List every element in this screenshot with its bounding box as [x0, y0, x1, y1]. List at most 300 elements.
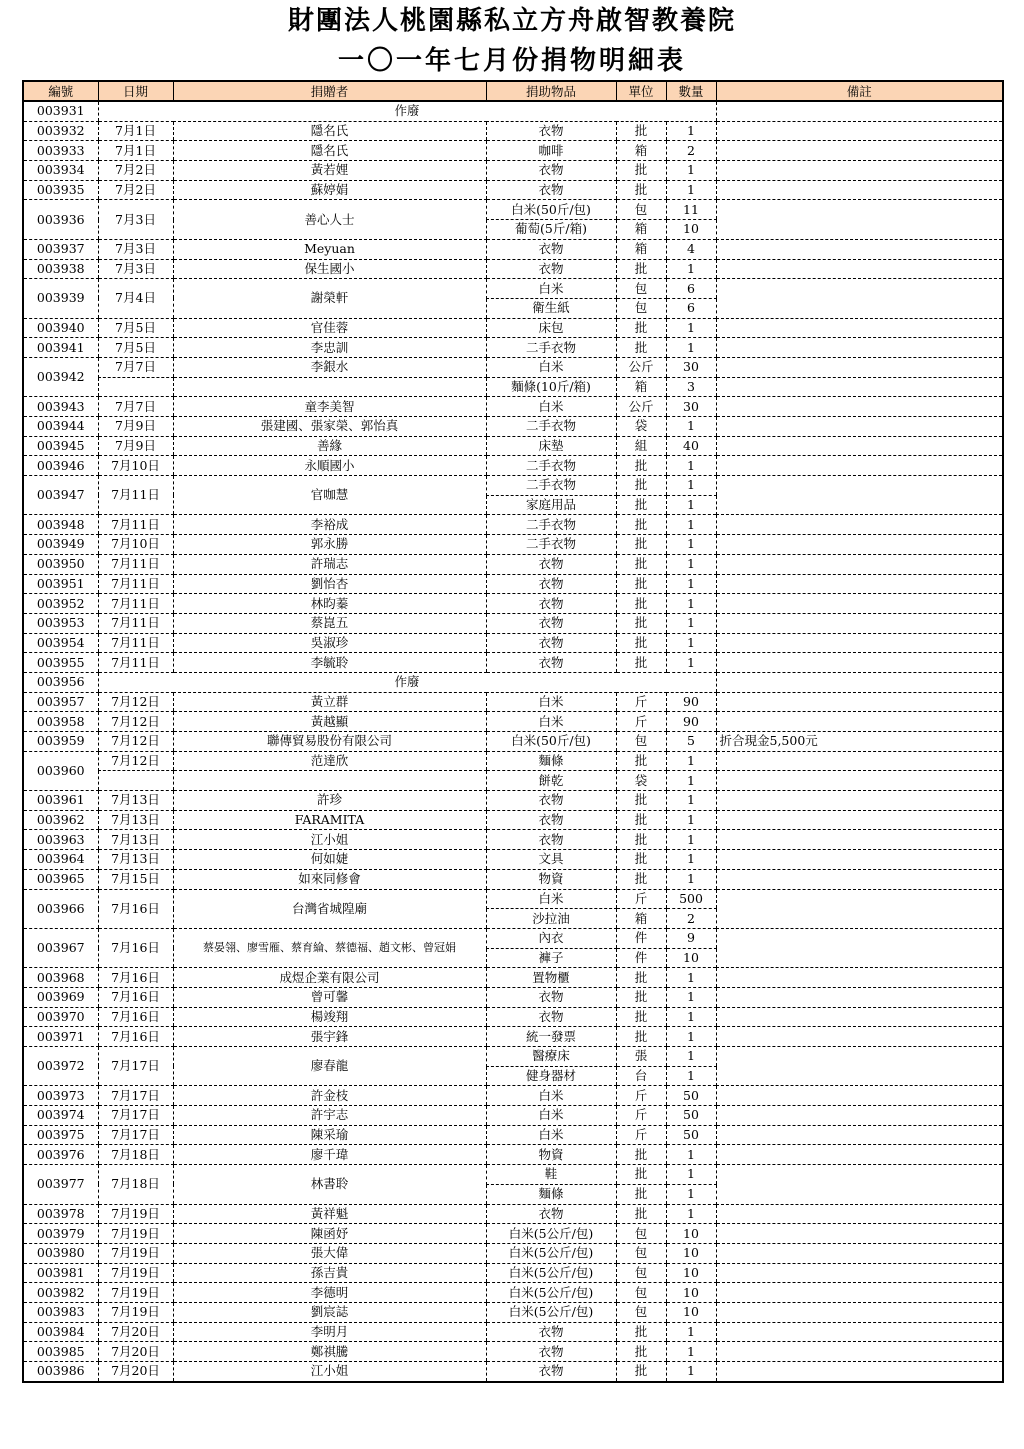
unit: 批: [616, 633, 666, 653]
table-row: [23, 1342, 1003, 1362]
donor: 江小姐: [173, 830, 486, 850]
donated-item: 葡萄(5斤/箱): [486, 220, 616, 240]
record-number: 003962: [23, 810, 98, 830]
quantity: 1: [666, 535, 716, 555]
quantity: 1: [666, 653, 716, 673]
header-quantity: 數量: [666, 81, 716, 101]
donor: 廖春龍: [173, 1047, 486, 1086]
donor: 陳采瑜: [173, 1125, 486, 1145]
table-row: [23, 987, 1003, 1007]
quantity: 50: [666, 1125, 716, 1145]
donor: 鄭祺騰: [173, 1342, 486, 1362]
date: 7月16日: [98, 987, 173, 1007]
donated-item: 文具: [486, 850, 616, 870]
note: [716, 594, 1003, 614]
donor: 隱名氏: [173, 121, 486, 141]
record-number: 003944: [23, 417, 98, 437]
table-row: [23, 1362, 1003, 1382]
unit: 箱: [616, 220, 666, 240]
donated-item: 二手衣物: [486, 456, 616, 476]
quantity: 1: [666, 574, 716, 594]
record-number: 003959: [23, 732, 98, 752]
unit: 批: [616, 810, 666, 830]
quantity: 10: [666, 1243, 716, 1263]
table-header-row: [23, 81, 1003, 101]
table-row: [23, 712, 1003, 732]
unit: 批: [616, 476, 666, 496]
quantity: 1: [666, 791, 716, 811]
donor: 官咖慧: [173, 476, 486, 515]
unit: 包: [616, 1224, 666, 1244]
table-row: [23, 200, 1003, 220]
donated-item: 醫療床: [486, 1047, 616, 1067]
donated-item: 白米(5公斤/包): [486, 1283, 616, 1303]
record-number: 003984: [23, 1322, 98, 1342]
date: 7月20日: [98, 1322, 173, 1342]
note: [716, 141, 1003, 161]
unit: 批: [616, 338, 666, 358]
donor: 江小姐: [173, 1362, 486, 1382]
donated-item: 衣物: [486, 161, 616, 181]
donated-item: 鞋: [486, 1165, 616, 1185]
quantity: 1: [666, 1204, 716, 1224]
quantity: 1: [666, 495, 716, 515]
unit: 批: [616, 574, 666, 594]
record-number: 003932: [23, 121, 98, 141]
donated-item: 餅乾: [486, 771, 616, 791]
donated-item: 衣物: [486, 180, 616, 200]
record-number: 003981: [23, 1263, 98, 1283]
donated-item: 置物櫃: [486, 968, 616, 988]
unit: 批: [616, 1027, 666, 1047]
quantity: 6: [666, 298, 716, 318]
unit: 台: [616, 1066, 666, 1086]
table-row: [23, 869, 1003, 889]
note: [716, 161, 1003, 181]
date: 7月2日: [98, 180, 173, 200]
donor: 隱名氏: [173, 141, 486, 161]
table-row: [23, 1047, 1003, 1067]
record-number: 003985: [23, 1342, 98, 1362]
donated-item: 白米: [486, 1106, 616, 1126]
note: [716, 357, 1003, 377]
unit: 批: [616, 456, 666, 476]
donated-item: 麵條: [486, 751, 616, 771]
quantity: 1: [666, 1184, 716, 1204]
donor: 林昀蓁: [173, 594, 486, 614]
note: [716, 869, 1003, 889]
table-row: [23, 1027, 1003, 1047]
quantity: 1: [666, 751, 716, 771]
unit: 批: [616, 161, 666, 181]
date: 7月7日: [98, 397, 173, 417]
note: [716, 653, 1003, 673]
note: [716, 476, 1003, 515]
header-number: 編號: [23, 81, 98, 101]
table-row: [23, 239, 1003, 259]
donated-item: 衛生紙: [486, 298, 616, 318]
date: 7月12日: [98, 692, 173, 712]
table-row: [23, 574, 1003, 594]
record-number: 003975: [23, 1125, 98, 1145]
date: 7月16日: [98, 928, 173, 967]
donated-item: 白米(5公斤/包): [486, 1243, 616, 1263]
unit: 斤: [616, 1125, 666, 1145]
table-row: [23, 1302, 1003, 1322]
unit: 批: [616, 1204, 666, 1224]
date: 7月17日: [98, 1125, 173, 1145]
note: [716, 1362, 1003, 1382]
donated-item: 床墊: [486, 436, 616, 456]
quantity: 1: [666, 1165, 716, 1185]
quantity: 1: [666, 417, 716, 437]
table-row: [23, 1322, 1003, 1342]
note: [716, 574, 1003, 594]
date: 7月13日: [98, 810, 173, 830]
date: 7月11日: [98, 554, 173, 574]
unit: 批: [616, 1165, 666, 1185]
date: [98, 377, 173, 397]
note: [716, 613, 1003, 633]
donated-item: 白米(5公斤/包): [486, 1224, 616, 1244]
quantity: 10: [666, 948, 716, 968]
unit: 包: [616, 200, 666, 220]
quantity: 1: [666, 1047, 716, 1067]
date: 7月9日: [98, 436, 173, 456]
table-row: [23, 1283, 1003, 1303]
donated-item: 褲子: [486, 948, 616, 968]
record-number: 003957: [23, 692, 98, 712]
table-row: [23, 554, 1003, 574]
donor: 劉怡杏: [173, 574, 486, 594]
donated-item: 白米: [486, 279, 616, 299]
record-number: 003980: [23, 1243, 98, 1263]
date: 7月20日: [98, 1342, 173, 1362]
note: [716, 1047, 1003, 1086]
record-number: 003969: [23, 987, 98, 1007]
record-number: 003961: [23, 791, 98, 811]
date: 7月7日: [98, 357, 173, 377]
unit: 批: [616, 869, 666, 889]
note: [716, 1342, 1003, 1362]
donated-item: 衣物: [486, 633, 616, 653]
record-number: 003948: [23, 515, 98, 535]
note: 折合現金5,500元: [716, 732, 1003, 752]
record-number: 003963: [23, 830, 98, 850]
note: [716, 987, 1003, 1007]
header-unit: 單位: [616, 81, 666, 101]
record-number: 003960: [23, 751, 98, 790]
date: 7月16日: [98, 968, 173, 988]
date: 7月12日: [98, 751, 173, 771]
table-row: [23, 259, 1003, 279]
record-number: 003977: [23, 1165, 98, 1204]
table-row: [23, 476, 1003, 496]
donated-item: 衣物: [486, 574, 616, 594]
record-number: 003982: [23, 1283, 98, 1303]
date: 7月5日: [98, 338, 173, 358]
note: [716, 1145, 1003, 1165]
unit: 箱: [616, 141, 666, 161]
quantity: 1: [666, 1322, 716, 1342]
quantity: 9: [666, 928, 716, 948]
quantity: 1: [666, 633, 716, 653]
quantity: 500: [666, 889, 716, 909]
date: 7月11日: [98, 653, 173, 673]
date: 7月2日: [98, 161, 173, 181]
header-date: 日期: [98, 81, 173, 101]
donor: 成煜企業有限公司: [173, 968, 486, 988]
unit: 組: [616, 436, 666, 456]
table-row: [23, 1145, 1003, 1165]
table-row: [23, 338, 1003, 358]
note: [716, 417, 1003, 437]
unit: 批: [616, 968, 666, 988]
table-row: [23, 791, 1003, 811]
record-number: 003978: [23, 1204, 98, 1224]
table-row: [23, 751, 1003, 771]
donated-item: 床包: [486, 318, 616, 338]
unit: 批: [616, 751, 666, 771]
unit: 批: [616, 653, 666, 673]
unit: 袋: [616, 417, 666, 437]
donated-item: 統一發票: [486, 1027, 616, 1047]
unit: 批: [616, 1184, 666, 1204]
note: [716, 1086, 1003, 1106]
donated-item: 物資: [486, 1145, 616, 1165]
note: [716, 1204, 1003, 1224]
unit: 袋: [616, 771, 666, 791]
donated-item: 二手衣物: [486, 417, 616, 437]
table-row: [23, 1086, 1003, 1106]
quantity: 10: [666, 1283, 716, 1303]
donated-item: 衣物: [486, 1007, 616, 1027]
donor: 善緣: [173, 436, 486, 456]
table-row: [23, 810, 1003, 830]
table-row: [23, 121, 1003, 141]
donor: 郭永勝: [173, 535, 486, 555]
donated-item: 健身器材: [486, 1066, 616, 1086]
unit: 批: [616, 791, 666, 811]
quantity: 1: [666, 1342, 716, 1362]
donor: [173, 377, 486, 397]
donor: 李明月: [173, 1322, 486, 1342]
donated-item: 衣物: [486, 830, 616, 850]
unit: 批: [616, 495, 666, 515]
unit: 批: [616, 594, 666, 614]
donation-table: [22, 80, 1004, 1383]
unit: 斤: [616, 692, 666, 712]
table-row: [23, 515, 1003, 535]
quantity: 30: [666, 397, 716, 417]
table-row: [23, 161, 1003, 181]
donor: 蔡崑五: [173, 613, 486, 633]
unit: 斤: [616, 1086, 666, 1106]
record-number: 003949: [23, 535, 98, 555]
unit: 斤: [616, 712, 666, 732]
record-number: 003976: [23, 1145, 98, 1165]
date: 7月19日: [98, 1283, 173, 1303]
unit: 批: [616, 259, 666, 279]
donated-item: 內衣: [486, 928, 616, 948]
donor: [173, 771, 486, 791]
date: 7月18日: [98, 1145, 173, 1165]
quantity: 90: [666, 712, 716, 732]
unit: 批: [616, 830, 666, 850]
quantity: 1: [666, 318, 716, 338]
unit: 包: [616, 1283, 666, 1303]
note: [716, 338, 1003, 358]
note: [716, 239, 1003, 259]
note: [716, 1224, 1003, 1244]
quantity: 1: [666, 1066, 716, 1086]
donor: 黃越顯: [173, 712, 486, 732]
date: 7月19日: [98, 1263, 173, 1283]
donor: 官佳蓉: [173, 318, 486, 338]
quantity: 1: [666, 1362, 716, 1382]
unit: 張: [616, 1047, 666, 1067]
donor: 聯傳貿易股份有限公司: [173, 732, 486, 752]
donor: 李毓聆: [173, 653, 486, 673]
date: 7月20日: [98, 1362, 173, 1382]
table-row: [23, 397, 1003, 417]
date: 7月13日: [98, 791, 173, 811]
table-row: [23, 377, 1003, 397]
date: 7月19日: [98, 1302, 173, 1322]
quantity: 10: [666, 1224, 716, 1244]
table-row: [23, 535, 1003, 555]
quantity: 2: [666, 141, 716, 161]
note: [716, 279, 1003, 318]
quantity: 1: [666, 1007, 716, 1027]
note: [716, 456, 1003, 476]
unit: 包: [616, 298, 666, 318]
note: [716, 436, 1003, 456]
date: 7月19日: [98, 1224, 173, 1244]
donor: 廖千瑋: [173, 1145, 486, 1165]
record-number: 003936: [23, 200, 98, 239]
donated-item: 咖啡: [486, 141, 616, 161]
quantity: 1: [666, 968, 716, 988]
note: [716, 928, 1003, 967]
table-row: [23, 968, 1003, 988]
quantity: 1: [666, 869, 716, 889]
record-number: 003931: [23, 101, 98, 121]
date: 7月3日: [98, 259, 173, 279]
date: 7月11日: [98, 594, 173, 614]
table-row: [23, 180, 1003, 200]
note: [716, 672, 1003, 692]
donated-item: 白米(5公斤/包): [486, 1263, 616, 1283]
record-number: 003979: [23, 1224, 98, 1244]
record-number: 003937: [23, 239, 98, 259]
date: 7月5日: [98, 318, 173, 338]
note: [716, 633, 1003, 653]
quantity: 10: [666, 1302, 716, 1322]
quantity: 1: [666, 613, 716, 633]
table-row: [23, 928, 1003, 948]
donor: 蘇婷娟: [173, 180, 486, 200]
date: 7月11日: [98, 613, 173, 633]
donor: 李德明: [173, 1283, 486, 1303]
donated-item: 衣物: [486, 791, 616, 811]
donor: 何如婕: [173, 850, 486, 870]
unit: 批: [616, 318, 666, 338]
donor: 曾可馨: [173, 987, 486, 1007]
record-number: 003952: [23, 594, 98, 614]
table-row: [23, 456, 1003, 476]
note: [716, 830, 1003, 850]
record-number: 003941: [23, 338, 98, 358]
note: [716, 535, 1003, 555]
quantity: 90: [666, 692, 716, 712]
record-number: 003940: [23, 318, 98, 338]
donated-item: 衣物: [486, 554, 616, 574]
table-row: [23, 771, 1003, 791]
donated-item: 衣物: [486, 1204, 616, 1224]
table-row: [23, 1106, 1003, 1126]
unit: 包: [616, 1243, 666, 1263]
void-mark: 作廢: [98, 672, 716, 692]
date: 7月16日: [98, 889, 173, 928]
note: [716, 515, 1003, 535]
donated-item: 衣物: [486, 1362, 616, 1382]
unit: 批: [616, 850, 666, 870]
donor: 楊竣翔: [173, 1007, 486, 1027]
unit: 批: [616, 613, 666, 633]
record-number: 003942: [23, 357, 98, 396]
quantity: 1: [666, 830, 716, 850]
quantity: 4: [666, 239, 716, 259]
donor: 如來同修會: [173, 869, 486, 889]
unit: 批: [616, 987, 666, 1007]
note: [716, 180, 1003, 200]
note: [716, 751, 1003, 771]
date: 7月13日: [98, 830, 173, 850]
date: 7月12日: [98, 732, 173, 752]
donated-item: 白米: [486, 397, 616, 417]
donor: 李銀水: [173, 357, 486, 377]
quantity: 1: [666, 121, 716, 141]
donor: 李裕成: [173, 515, 486, 535]
record-number: 003938: [23, 259, 98, 279]
table-row: [23, 1204, 1003, 1224]
donated-item: 衣物: [486, 259, 616, 279]
donated-item: 二手衣物: [486, 515, 616, 535]
donor: 范達欣: [173, 751, 486, 771]
table-row: [23, 1165, 1003, 1185]
record-number: 003973: [23, 1086, 98, 1106]
donor: 保生國小: [173, 259, 486, 279]
record-number: 003933: [23, 141, 98, 161]
donated-item: 衣物: [486, 810, 616, 830]
note: [716, 1263, 1003, 1283]
note: [716, 121, 1003, 141]
note: [716, 1165, 1003, 1204]
table-row: [23, 830, 1003, 850]
unit: 批: [616, 1342, 666, 1362]
donor: 林書聆: [173, 1165, 486, 1204]
donated-item: 白米: [486, 889, 616, 909]
unit: 公斤: [616, 357, 666, 377]
unit: 批: [616, 1007, 666, 1027]
table-row: [23, 436, 1003, 456]
note: [716, 850, 1003, 870]
table-row: [23, 732, 1003, 752]
record-number: 003935: [23, 180, 98, 200]
quantity: 1: [666, 594, 716, 614]
table-row: [23, 850, 1003, 870]
